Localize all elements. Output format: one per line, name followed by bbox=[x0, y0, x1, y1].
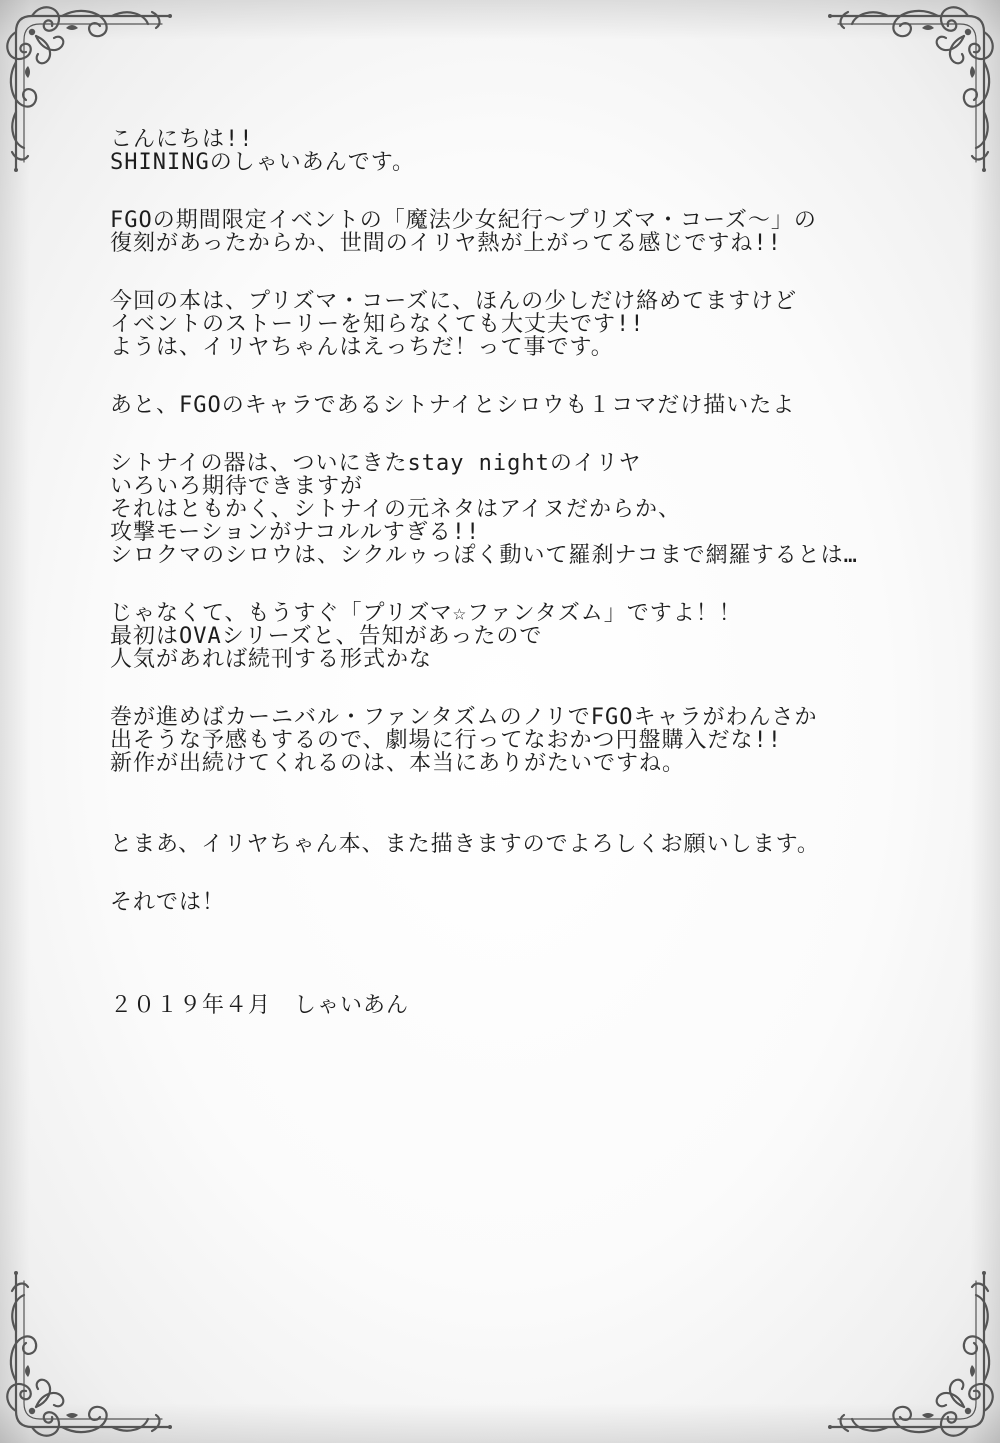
ornament-corner-br-icon bbox=[823, 1266, 998, 1441]
text-line: 攻撃モーションがナコルルすぎる!! bbox=[110, 520, 481, 545]
ornament-corner-icon bbox=[2, 1266, 177, 1441]
signature-line: ２０１９年４月 しゃいあん bbox=[110, 993, 410, 1018]
paper-edge-right bbox=[970, 0, 1000, 1443]
text-line: じゃなくて、もうすぐ「プリズマ☆ファンタズム」ですよ！！ bbox=[110, 601, 742, 626]
paragraph-greeting bbox=[110, 128, 930, 174]
text-line: あと、FGOのキャラであるシトナイとシロウも１コマだけ描いたよ bbox=[110, 393, 796, 418]
text-line: ようは、イリヤちゃんはえっちだ！って事です。 bbox=[110, 335, 614, 360]
paper-edge-left bbox=[0, 0, 30, 1443]
paragraph-closing bbox=[110, 833, 930, 856]
signature-date bbox=[110, 994, 930, 1017]
ornament-corner-icon bbox=[823, 1266, 998, 1441]
paragraph-book bbox=[110, 290, 930, 359]
text-line: 新作が出続けてくれるのは、本当にありがたいですね。 bbox=[110, 751, 686, 776]
text-line: シトナイの器は、ついにきたstay nightのイリヤ bbox=[110, 451, 642, 476]
paragraph-characters bbox=[110, 394, 930, 417]
paragraph-phantasm bbox=[110, 602, 930, 671]
text-line: それはともかく、シトナイの元ネタはアイヌだからか、 bbox=[110, 497, 682, 522]
text-line: 最初はOVAシリーズと、告知があったので bbox=[110, 624, 543, 649]
afterword-letter bbox=[110, 128, 930, 1017]
text-line: 復刻があったからか、世間のイリヤ熱が上がってる感じですね!! bbox=[110, 231, 782, 256]
text-line: いろいろ期待できますが bbox=[110, 474, 364, 499]
text-line: シロクマのシロウは、シクルゥっぽく動いて羅刹ナコまで網羅するとは… bbox=[110, 543, 858, 568]
text-line: 出そうな予感もするので、劇場に行ってなおかつ円盤購入だな!! bbox=[110, 728, 783, 753]
paragraph-carnival bbox=[110, 706, 930, 775]
text-line: FGOの期間限定イベントの「魔法少女紀行～プリズマ・コーズ～」の bbox=[110, 208, 817, 233]
paragraph-sitonai bbox=[110, 452, 930, 567]
text-line: SHININGのしゃいあんです。 bbox=[110, 150, 415, 175]
text-line: 人気があれば続刊する形式かな bbox=[110, 647, 433, 672]
text-line: こんにちは!! bbox=[110, 127, 254, 152]
paragraph-event bbox=[110, 209, 930, 255]
text-line: 巻が進めばカーニバル・ファンタズムのノリでFGOキャラがわんさか bbox=[110, 705, 818, 730]
text-line: イベントのストーリーを知らなくても大丈夫です!! bbox=[110, 312, 645, 337]
text-line: それでは！ bbox=[110, 890, 226, 915]
text-line: とまあ、イリヤちゃん本、また描きますのでよろしくお願いします。 bbox=[110, 832, 820, 857]
paragraph-farewell bbox=[110, 891, 930, 914]
ornament-corner-bl-icon bbox=[2, 1266, 177, 1441]
text-line: 今回の本は、プリズマ・コーズに、ほんの少しだけ絡めてますけど bbox=[110, 289, 798, 314]
